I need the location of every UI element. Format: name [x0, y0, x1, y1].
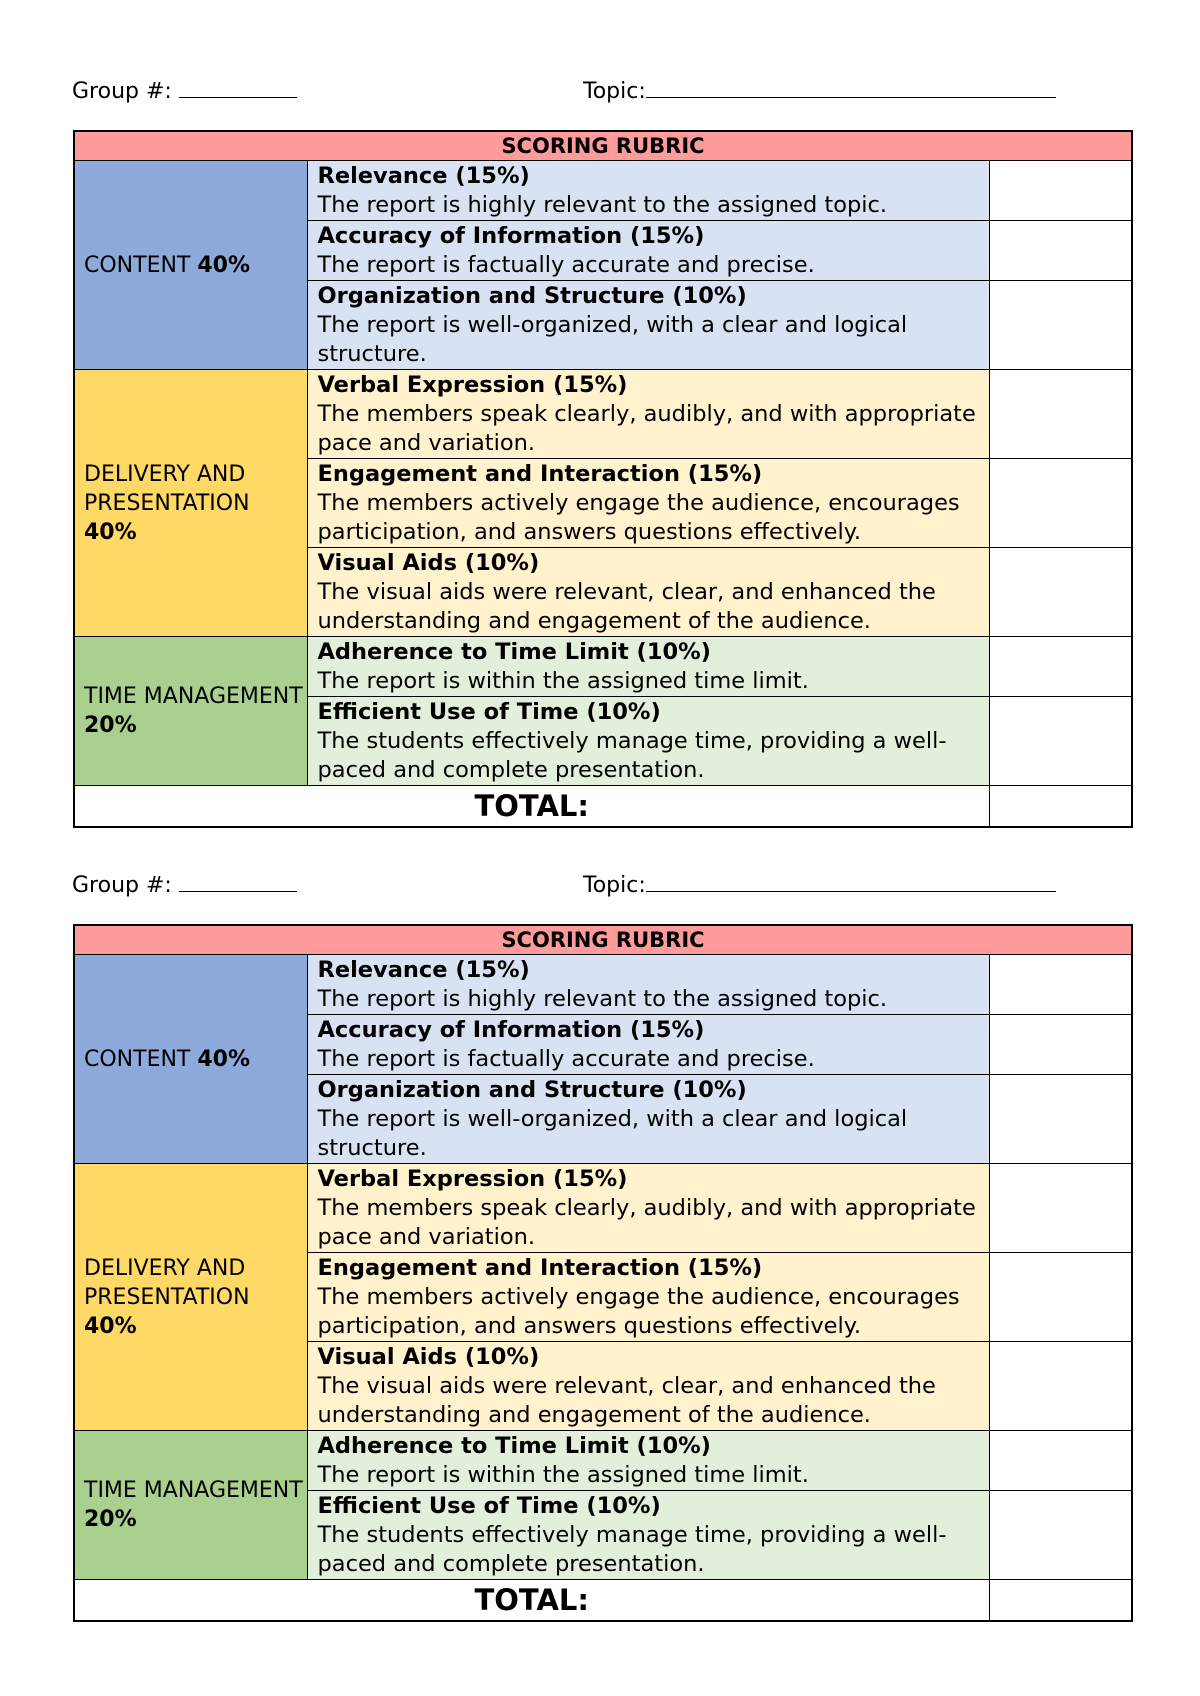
group-blank-line[interactable]: [179, 75, 297, 98]
total-score-cell[interactable]: [989, 786, 1132, 828]
category-name: CONTENT: [84, 252, 198, 278]
scoring-rubric-table: [73, 130, 1133, 828]
criterion-description: The report is highly relevant to the assigned topic.: [317, 192, 888, 218]
criterion-efficient-use: [307, 1491, 989, 1580]
criterion-title: Organization and Structure (10%): [317, 1077, 747, 1103]
criterion-description: The visual aids were relevant, clear, and enhanced the understanding and engagement of the audience.: [317, 579, 936, 634]
score-cell-efficient-use[interactable]: [989, 697, 1132, 786]
category-weight: 40%: [84, 519, 137, 545]
topic-blank-line[interactable]: [646, 869, 1056, 892]
category-delivery: [74, 370, 307, 637]
score-cell-visual-aids[interactable]: [989, 1342, 1132, 1431]
category-delivery: [74, 1164, 307, 1431]
criterion-accuracy: [307, 1015, 989, 1075]
category-weight: 40%: [197, 252, 251, 278]
criterion-description: The students effectively manage time, providing a well-paced and complete presentation.: [317, 728, 947, 783]
criterion-description: The report is highly relevant to the assigned topic.: [317, 986, 888, 1012]
criterion-title: Adherence to Time Limit (10%): [317, 1433, 711, 1459]
total-score-cell[interactable]: [989, 1580, 1132, 1622]
total-label: TOTAL:: [74, 1580, 989, 1622]
criterion-visual-aids: [307, 1342, 989, 1431]
criterion-description: The students effectively manage time, providing a well-paced and complete presentation.: [317, 1522, 947, 1577]
criterion-visual-aids: [307, 548, 989, 637]
score-cell-verbal[interactable]: [989, 1164, 1132, 1253]
criterion-title: Relevance (15%): [317, 957, 530, 983]
score-cell-efficient-use[interactable]: [989, 1491, 1132, 1580]
criterion-title: Visual Aids (10%): [317, 550, 540, 576]
criterion-title: Adherence to Time Limit (10%): [317, 639, 711, 665]
category-content: [74, 161, 307, 370]
criterion-title: Accuracy of Information (15%): [317, 223, 705, 249]
category-name: TIME MANAGEMENT: [84, 1478, 303, 1503]
criterion-description: The report is well-organized, with a clear and logical structure.: [317, 1106, 908, 1161]
criterion-title: Efficient Use of Time (10%): [317, 699, 661, 725]
category-name: TIME MANAGEMENT: [84, 684, 303, 709]
criterion-adherence: [307, 1431, 989, 1491]
criterion-verbal: [307, 370, 989, 459]
criterion-description: The report is within the assigned time limit.: [317, 1462, 809, 1488]
criterion-verbal: [307, 1164, 989, 1253]
criterion-title: Engagement and Interaction (15%): [317, 461, 763, 487]
group-blank-line[interactable]: [179, 869, 297, 892]
category-time: [74, 637, 307, 786]
topic-blank-line[interactable]: [646, 75, 1056, 98]
criterion-description: The members actively engage the audience, encourages participation, and answers questions effectively.: [317, 1284, 960, 1339]
score-cell-relevance[interactable]: [989, 161, 1132, 221]
criterion-title: Verbal Expression (15%): [317, 372, 628, 398]
score-cell-accuracy[interactable]: [989, 1015, 1132, 1075]
criterion-description: The report is well-organized, with a clear and logical structure.: [317, 312, 908, 367]
category-weight: 40%: [197, 1046, 251, 1072]
criterion-engagement: [307, 459, 989, 548]
criterion-title: Efficient Use of Time (10%): [317, 1493, 661, 1519]
criterion-description: The members speak clearly, audibly, and with appropriate pace and variation.: [317, 401, 976, 456]
category-name: CONTENT: [84, 1046, 198, 1072]
topic-field: [583, 869, 1056, 900]
criterion-engagement: [307, 1253, 989, 1342]
criterion-accuracy: [307, 221, 989, 281]
criterion-organization: [307, 281, 989, 370]
category-weight: 20%: [84, 1507, 137, 1532]
category-name: DELIVERY AND PRESENTATION: [84, 461, 250, 516]
category-weight: 20%: [84, 713, 137, 738]
criterion-description: The report is within the assigned time limit.: [317, 668, 809, 694]
total-label: TOTAL:: [74, 786, 989, 828]
criterion-description: The members speak clearly, audibly, and with appropriate pace and variation.: [317, 1195, 976, 1250]
criterion-title: Organization and Structure (10%): [317, 283, 747, 309]
criterion-description: The visual aids were relevant, clear, and enhanced the understanding and engagement of the audience.: [317, 1373, 936, 1428]
score-cell-relevance[interactable]: [989, 955, 1132, 1015]
score-cell-accuracy[interactable]: [989, 221, 1132, 281]
category-content: [74, 955, 307, 1164]
topic-label: Topic:: [583, 79, 646, 104]
criterion-description: The report is factually accurate and precise.: [317, 252, 815, 278]
criterion-title: Engagement and Interaction (15%): [317, 1255, 763, 1281]
rubric-title: SCORING RUBRIC: [74, 925, 1132, 955]
score-cell-visual-aids[interactable]: [989, 548, 1132, 637]
topic-field: [583, 75, 1056, 106]
group-field: [72, 75, 297, 106]
criterion-relevance: [307, 955, 989, 1015]
criterion-title: Visual Aids (10%): [317, 1344, 540, 1370]
category-weight: 40%: [84, 1313, 137, 1339]
score-cell-engagement[interactable]: [989, 459, 1132, 548]
topic-label: Topic:: [583, 873, 646, 898]
score-cell-organization[interactable]: [989, 281, 1132, 370]
group-label: Group #:: [72, 873, 179, 898]
criterion-efficient-use: [307, 697, 989, 786]
score-cell-verbal[interactable]: [989, 370, 1132, 459]
criterion-title: Accuracy of Information (15%): [317, 1017, 705, 1043]
group-field: [72, 869, 297, 900]
score-cell-organization[interactable]: [989, 1075, 1132, 1164]
criterion-description: The report is factually accurate and precise.: [317, 1046, 815, 1072]
scoring-rubric-table: [73, 924, 1133, 1622]
criterion-relevance: [307, 161, 989, 221]
criterion-adherence: [307, 637, 989, 697]
category-name: DELIVERY AND PRESENTATION: [84, 1255, 250, 1310]
group-label: Group #:: [72, 79, 179, 104]
score-cell-adherence[interactable]: [989, 1431, 1132, 1491]
criterion-title: Relevance (15%): [317, 163, 530, 189]
score-cell-engagement[interactable]: [989, 1253, 1132, 1342]
rubric-title: SCORING RUBRIC: [74, 131, 1132, 161]
score-cell-adherence[interactable]: [989, 637, 1132, 697]
criterion-organization: [307, 1075, 989, 1164]
criterion-description: The members actively engage the audience, encourages participation, and answers questions effectively.: [317, 490, 960, 545]
criterion-title: Verbal Expression (15%): [317, 1166, 628, 1192]
category-time: [74, 1431, 307, 1580]
